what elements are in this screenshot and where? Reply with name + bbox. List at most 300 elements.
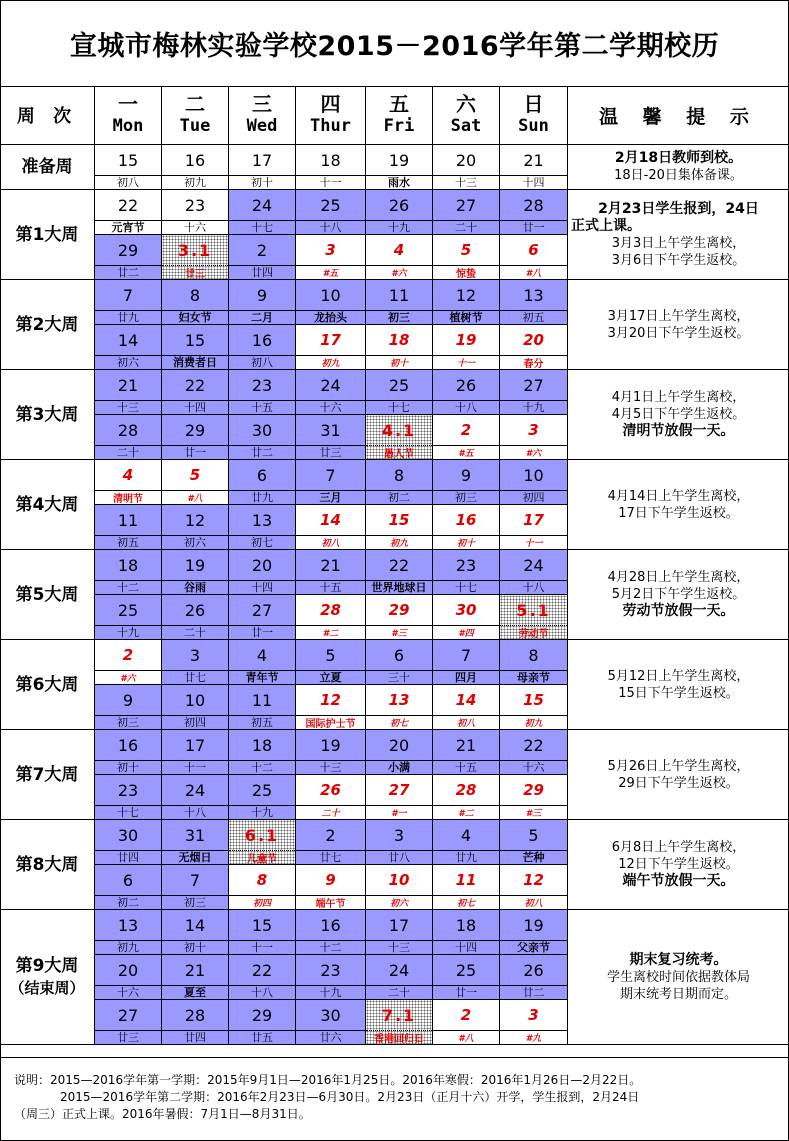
day-cell bbox=[433, 910, 500, 955]
tip-line: 5月12日上午学生离校， bbox=[607, 668, 750, 684]
day-cell bbox=[296, 595, 366, 640]
day-cell bbox=[366, 460, 433, 505]
lunar-label: 廿九 bbox=[251, 491, 273, 504]
lunar-label: 二月 bbox=[251, 311, 273, 324]
lunar-label: 初七 bbox=[456, 898, 475, 909]
lunar-label: 初八 bbox=[321, 538, 340, 549]
lunar-label: 十七 bbox=[251, 221, 273, 234]
day-cell bbox=[366, 730, 433, 775]
day-number: 22 bbox=[117, 195, 139, 215]
day-cell bbox=[162, 820, 229, 865]
tips-cell bbox=[568, 190, 789, 280]
lunar-label: 初七 bbox=[251, 536, 273, 549]
day-cell bbox=[433, 415, 500, 460]
lunar-label: #八 bbox=[525, 268, 542, 279]
lunar-label: 十九 bbox=[319, 986, 342, 999]
day-number: 26 bbox=[388, 195, 410, 215]
day-number: 21 bbox=[320, 555, 341, 575]
lunar-label: 小满 bbox=[388, 761, 410, 774]
lunar-label: 初四 bbox=[252, 898, 271, 909]
day-header-fri bbox=[366, 86, 433, 145]
day-cell bbox=[500, 145, 568, 190]
day-cell bbox=[296, 190, 366, 235]
tips-cell bbox=[568, 640, 789, 730]
day-number: 6.1 bbox=[244, 825, 280, 845]
day-cell bbox=[500, 190, 568, 235]
day-cell bbox=[433, 235, 500, 280]
day-header-mon bbox=[95, 86, 162, 145]
lunar-label: 十八 bbox=[522, 581, 545, 594]
day-cell bbox=[433, 730, 500, 775]
day-cell bbox=[500, 1000, 568, 1045]
lunar-label: 初七 bbox=[389, 718, 408, 729]
day-cell bbox=[296, 280, 366, 325]
day-number: 19 bbox=[523, 915, 544, 935]
day-number: 29 bbox=[251, 1005, 273, 1025]
lunar-label: 二十 bbox=[184, 626, 206, 639]
lunar-label: 初八 bbox=[524, 898, 543, 909]
day-cell bbox=[229, 325, 296, 370]
day-number: 16 bbox=[251, 330, 273, 350]
lunar-label: #四 bbox=[458, 628, 474, 639]
day-number: 14 bbox=[455, 691, 477, 709]
lunar-label: 初八 bbox=[456, 718, 475, 729]
day-cell bbox=[296, 865, 366, 910]
day-number: 20 bbox=[455, 150, 477, 170]
day-number: 12 bbox=[523, 871, 544, 889]
page-title: 宣城市梅林实验学校2015－2016学年第二学期校历 bbox=[69, 30, 720, 62]
day-cell bbox=[229, 685, 296, 730]
lunar-label: 十七 bbox=[388, 401, 410, 414]
week-label: 第2大周 bbox=[15, 314, 79, 335]
lunar-label: 廿七 bbox=[184, 671, 206, 684]
week-label: 第3大周 bbox=[15, 404, 79, 425]
lunar-label: 廿二 bbox=[117, 266, 139, 279]
lunar-label: 青年节 bbox=[245, 671, 279, 684]
day-cell bbox=[433, 1000, 500, 1045]
day-number: 18 bbox=[455, 915, 477, 935]
day-number: 10 bbox=[184, 690, 206, 710]
week-label: 第9大周 bbox=[15, 956, 79, 976]
day-number: 15 bbox=[523, 691, 544, 709]
day-cell bbox=[162, 685, 229, 730]
lunar-label: 初九 bbox=[184, 176, 206, 189]
day-number: 24 bbox=[251, 195, 273, 215]
tip-line: 15日下午学生返校。 bbox=[618, 685, 739, 701]
tip-line: 5月26日上午学生离校， bbox=[607, 758, 750, 774]
day-header-en: Fri bbox=[383, 116, 415, 136]
day-number: 3 bbox=[325, 241, 336, 259]
day-cell bbox=[296, 910, 366, 955]
day-number: 25 bbox=[320, 195, 341, 215]
day-cell bbox=[95, 955, 162, 1000]
lunar-label: 初二 bbox=[388, 491, 410, 504]
day-cell bbox=[229, 415, 296, 460]
day-number: 30 bbox=[117, 825, 139, 845]
lunar-label: 十七 bbox=[455, 581, 477, 594]
day-number: 26 bbox=[184, 600, 206, 620]
lunar-label: 初九 bbox=[321, 358, 340, 369]
tip-line: 6月8日上午学生离校， bbox=[611, 840, 746, 855]
day-number: 23 bbox=[184, 195, 206, 215]
day-cell bbox=[500, 325, 568, 370]
tip-line: 清明节放假一天。 bbox=[622, 423, 735, 439]
lunar-label: 香港回归日 bbox=[374, 1033, 424, 1045]
day-cell bbox=[162, 1000, 229, 1045]
day-number: 29 bbox=[523, 781, 544, 799]
lunar-label: 初四 bbox=[184, 716, 206, 729]
day-cell bbox=[229, 235, 296, 280]
lunar-label: #二 bbox=[458, 808, 474, 819]
lunar-label: 国际护士节 bbox=[305, 718, 356, 730]
tip-line: 学生离校时间依据教体局 bbox=[606, 969, 750, 985]
lunar-label: 十六 bbox=[522, 761, 545, 774]
day-cell bbox=[95, 775, 162, 820]
day-cell bbox=[500, 550, 568, 595]
day-number: 18 bbox=[251, 735, 273, 755]
day-cell bbox=[366, 865, 433, 910]
lunar-label: 初四 bbox=[522, 491, 545, 504]
day-cell bbox=[162, 865, 229, 910]
day-number: 3 bbox=[393, 825, 405, 845]
day-cell bbox=[366, 640, 433, 685]
day-cell bbox=[95, 145, 162, 190]
lunar-label: 初三 bbox=[117, 716, 139, 729]
day-cell bbox=[500, 865, 568, 910]
day-cell bbox=[433, 865, 500, 910]
day-cell bbox=[433, 190, 500, 235]
lunar-label: 十九 bbox=[522, 401, 545, 414]
day-number: 20 bbox=[388, 735, 410, 755]
day-number: 29 bbox=[117, 240, 139, 260]
week-column-label: 周 次 bbox=[16, 106, 78, 127]
lunar-label: #五 bbox=[322, 268, 339, 279]
week-label: 准备周 bbox=[21, 157, 73, 177]
day-number: 18 bbox=[320, 150, 341, 170]
tip-line: 17日下午学生返校。 bbox=[618, 505, 739, 521]
lunar-label: 廿一 bbox=[522, 221, 545, 234]
day-number: 22 bbox=[251, 960, 273, 980]
day-cell bbox=[296, 370, 366, 415]
day-cell bbox=[296, 820, 366, 865]
lunar-label: #六 bbox=[120, 673, 136, 684]
lunar-label: 二十 bbox=[388, 986, 410, 999]
lunar-label: 龙抬头 bbox=[314, 311, 347, 324]
day-header-zh: 四 bbox=[320, 92, 341, 116]
day-cell bbox=[162, 775, 229, 820]
lunar-label: 四月 bbox=[455, 671, 477, 684]
day-number: 4 bbox=[122, 466, 134, 484]
day-number: 24 bbox=[523, 555, 544, 575]
lunar-label: #一 bbox=[391, 808, 407, 819]
day-cell bbox=[296, 685, 366, 730]
day-number: 10 bbox=[388, 871, 410, 889]
day-cell bbox=[433, 145, 500, 190]
lunar-label: 廿四 bbox=[184, 1031, 206, 1044]
lunar-label: 春分 bbox=[523, 358, 544, 370]
lunar-label: 十一 bbox=[251, 941, 273, 954]
day-number: 27 bbox=[117, 1005, 139, 1025]
day-cell bbox=[229, 1000, 296, 1045]
lunar-label: 三十 bbox=[388, 671, 410, 684]
day-number: 15 bbox=[388, 511, 410, 529]
tips-cell bbox=[568, 910, 789, 1045]
lunar-label: 元宵节 bbox=[111, 221, 145, 234]
tips-cell bbox=[568, 280, 789, 370]
day-cell bbox=[229, 550, 296, 595]
day-number: 2 bbox=[325, 825, 336, 845]
day-header-zh: 三 bbox=[252, 92, 272, 116]
day-cell bbox=[95, 460, 162, 505]
day-number: 14 bbox=[184, 915, 206, 935]
day-number: 31 bbox=[320, 420, 341, 440]
day-header-en: Mon bbox=[112, 116, 144, 136]
week-label-cell bbox=[0, 145, 95, 190]
lunar-label: 消费者日 bbox=[173, 356, 217, 369]
lunar-label: 十一 bbox=[184, 761, 206, 774]
lunar-label: 十八 bbox=[455, 401, 477, 414]
day-header-zh: 五 bbox=[389, 92, 409, 116]
day-number: 25 bbox=[388, 375, 410, 395]
day-cell bbox=[500, 955, 568, 1000]
day-number: 17 bbox=[388, 915, 410, 935]
day-cell bbox=[162, 370, 229, 415]
lunar-label: 母亲节 bbox=[517, 671, 550, 684]
lunar-label: 十五 bbox=[251, 401, 273, 414]
lunar-label: 廿九 bbox=[117, 311, 139, 324]
day-number: 2 bbox=[256, 240, 268, 260]
note-line-3: （周三）正式上课。2016年暑假：7月1日—8月31日。 bbox=[14, 1107, 311, 1121]
day-cell bbox=[500, 460, 568, 505]
day-number: 30 bbox=[455, 601, 477, 619]
lunar-label: 十六 bbox=[184, 221, 206, 234]
day-number: 4 bbox=[256, 645, 268, 665]
day-number: 21 bbox=[455, 735, 477, 755]
day-cell bbox=[433, 370, 500, 415]
day-cell bbox=[296, 145, 366, 190]
day-cell bbox=[229, 775, 296, 820]
day-cell bbox=[500, 820, 568, 865]
day-cell bbox=[229, 640, 296, 685]
day-number: 29 bbox=[184, 420, 206, 440]
day-cell bbox=[366, 280, 433, 325]
day-number: 29 bbox=[388, 601, 410, 619]
lunar-label: 廿一 bbox=[184, 446, 206, 459]
lunar-label: 初二 bbox=[117, 896, 139, 909]
day-header-zh: 六 bbox=[456, 92, 476, 116]
day-cell bbox=[162, 955, 229, 1000]
day-number: 24 bbox=[184, 780, 206, 800]
lunar-label: 廿八 bbox=[388, 851, 410, 864]
day-number: 25 bbox=[455, 960, 477, 980]
day-header-wed bbox=[229, 86, 296, 145]
day-number: 28 bbox=[523, 195, 544, 215]
lunar-label: 廿五 bbox=[251, 1031, 273, 1044]
day-cell bbox=[229, 730, 296, 775]
day-number: 28 bbox=[117, 420, 139, 440]
day-number: 23 bbox=[455, 555, 477, 575]
day-cell bbox=[433, 325, 500, 370]
day-cell bbox=[366, 505, 433, 550]
day-cell bbox=[366, 145, 433, 190]
day-number: 19 bbox=[388, 150, 410, 170]
day-cell bbox=[229, 955, 296, 1000]
tips-cell bbox=[568, 820, 789, 910]
day-number: 14 bbox=[320, 511, 341, 529]
day-number: 13 bbox=[251, 510, 273, 530]
day-number: 14 bbox=[117, 330, 139, 350]
day-number: 26 bbox=[523, 960, 544, 980]
day-number: 25 bbox=[117, 600, 139, 620]
tip-line: 3月3日上午学生离校， bbox=[611, 235, 746, 251]
tip-line: 2月18日教师到校。 bbox=[614, 150, 743, 166]
day-cell bbox=[366, 235, 433, 280]
lunar-label: 十四 bbox=[184, 401, 206, 414]
day-cell bbox=[229, 280, 296, 325]
lunar-label: #八 bbox=[187, 493, 203, 504]
lunar-label: #二 bbox=[322, 628, 339, 639]
day-cell bbox=[500, 280, 568, 325]
day-number: 24 bbox=[320, 375, 341, 395]
lunar-label: #五 bbox=[458, 448, 474, 459]
tip-line: 18日-20日集体备课。 bbox=[614, 168, 743, 183]
day-cell bbox=[229, 865, 296, 910]
day-number: 23 bbox=[117, 780, 139, 800]
day-number: 4 bbox=[460, 825, 472, 845]
day-number: 9 bbox=[460, 465, 472, 485]
day-cell bbox=[433, 280, 500, 325]
week-label: 第7大周 bbox=[15, 764, 79, 785]
day-cell bbox=[500, 640, 568, 685]
lunar-label: 二十 bbox=[321, 808, 340, 819]
day-header-tue bbox=[162, 86, 229, 145]
day-cell bbox=[229, 370, 296, 415]
note-line-2: 2015—2016学年第二学期：2016年2月23日—6月30日。2月23日（正月十六）开学，学生报到，2月24日 bbox=[60, 1090, 640, 1104]
day-header-sun bbox=[500, 86, 568, 145]
day-number: 10 bbox=[523, 465, 544, 485]
week-label-cell bbox=[0, 910, 95, 1045]
day-number: 27 bbox=[455, 195, 477, 215]
lunar-label: 初十 bbox=[251, 176, 273, 189]
day-number: 18 bbox=[117, 555, 139, 575]
lunar-label: 十三 bbox=[455, 176, 477, 189]
lunar-label: 廿一 bbox=[455, 986, 477, 999]
day-number: 13 bbox=[388, 691, 410, 709]
week-label-cell bbox=[0, 190, 95, 280]
day-header-zh: 二 bbox=[185, 92, 205, 116]
day-cell bbox=[366, 550, 433, 595]
lunar-label: #六 bbox=[391, 268, 407, 279]
day-number: 16 bbox=[455, 511, 477, 529]
lunar-label: 十九 bbox=[388, 221, 410, 234]
lunar-label: 惊蛰 bbox=[456, 268, 476, 280]
day-cell bbox=[95, 325, 162, 370]
tip-line: 4月28日上午学生离校， bbox=[607, 570, 750, 585]
lunar-label: 愚人节 bbox=[384, 448, 414, 460]
day-cell bbox=[95, 550, 162, 595]
day-number: 20 bbox=[251, 555, 273, 575]
day-cell bbox=[366, 1000, 433, 1045]
day-number: 6 bbox=[256, 465, 268, 485]
day-number: 21 bbox=[117, 375, 139, 395]
day-number: 15 bbox=[251, 915, 273, 935]
day-cell bbox=[366, 190, 433, 235]
week-label-cell bbox=[0, 820, 95, 910]
tips-column-header bbox=[568, 86, 789, 145]
tip-line: 3月6日下午学生返校。 bbox=[611, 252, 746, 268]
week-label-cell bbox=[0, 730, 95, 820]
day-number: 10 bbox=[320, 285, 341, 305]
day-cell bbox=[95, 505, 162, 550]
lunar-label: 初十 bbox=[389, 358, 408, 369]
day-cell bbox=[162, 550, 229, 595]
day-cell bbox=[296, 460, 366, 505]
lunar-label: 初十 bbox=[184, 941, 206, 954]
lunar-label: 十四 bbox=[455, 941, 477, 954]
tip-line: 4月14日上午学生离校， bbox=[607, 488, 750, 504]
day-number: 11 bbox=[251, 690, 273, 710]
day-cell bbox=[162, 595, 229, 640]
day-number: 13 bbox=[523, 285, 544, 305]
day-number: 6 bbox=[528, 241, 539, 259]
day-number: 13 bbox=[117, 915, 139, 935]
lunar-label: 初九 bbox=[389, 538, 408, 549]
day-number: 3 bbox=[528, 1006, 539, 1024]
tip-line: 29日下午学生返校。 bbox=[618, 775, 739, 791]
day-number: 28 bbox=[455, 781, 477, 799]
day-header-en: Sun bbox=[518, 116, 549, 136]
day-cell bbox=[95, 910, 162, 955]
day-cell bbox=[433, 505, 500, 550]
day-header-en: Wed bbox=[246, 116, 278, 136]
day-header-en: Tue bbox=[179, 116, 211, 136]
day-number: 16 bbox=[320, 915, 341, 935]
day-number: 19 bbox=[455, 331, 477, 349]
day-number: 12 bbox=[184, 510, 206, 530]
day-cell bbox=[162, 235, 229, 280]
lunar-label: 十五 bbox=[319, 581, 342, 594]
day-cell bbox=[229, 460, 296, 505]
day-cell bbox=[433, 595, 500, 640]
day-header-zh: 一 bbox=[118, 92, 138, 116]
week-label: 第8大周 bbox=[15, 854, 79, 875]
day-number: 23 bbox=[251, 375, 273, 395]
day-cell bbox=[162, 415, 229, 460]
day-number: 27 bbox=[251, 600, 273, 620]
day-cell bbox=[366, 595, 433, 640]
lunar-label: 十九 bbox=[117, 626, 139, 639]
lunar-label: 十一 bbox=[456, 358, 475, 369]
day-number: 5 bbox=[460, 241, 472, 259]
day-number: 7 bbox=[189, 870, 201, 890]
day-cell bbox=[500, 415, 568, 460]
day-number: 5 bbox=[528, 825, 539, 845]
day-cell bbox=[500, 730, 568, 775]
day-cell bbox=[296, 235, 366, 280]
day-cell bbox=[229, 505, 296, 550]
week-label-cell bbox=[0, 550, 95, 640]
day-cell bbox=[95, 730, 162, 775]
lunar-label: 十三 bbox=[319, 761, 342, 774]
lunar-label: 初八 bbox=[117, 176, 139, 189]
tips-cell bbox=[568, 370, 789, 460]
day-number: 22 bbox=[184, 375, 206, 395]
lunar-label: #三 bbox=[525, 808, 542, 819]
day-cell bbox=[296, 505, 366, 550]
lunar-label: 廿七 bbox=[319, 851, 342, 864]
day-number: 16 bbox=[117, 735, 139, 755]
day-number: 24 bbox=[388, 960, 410, 980]
